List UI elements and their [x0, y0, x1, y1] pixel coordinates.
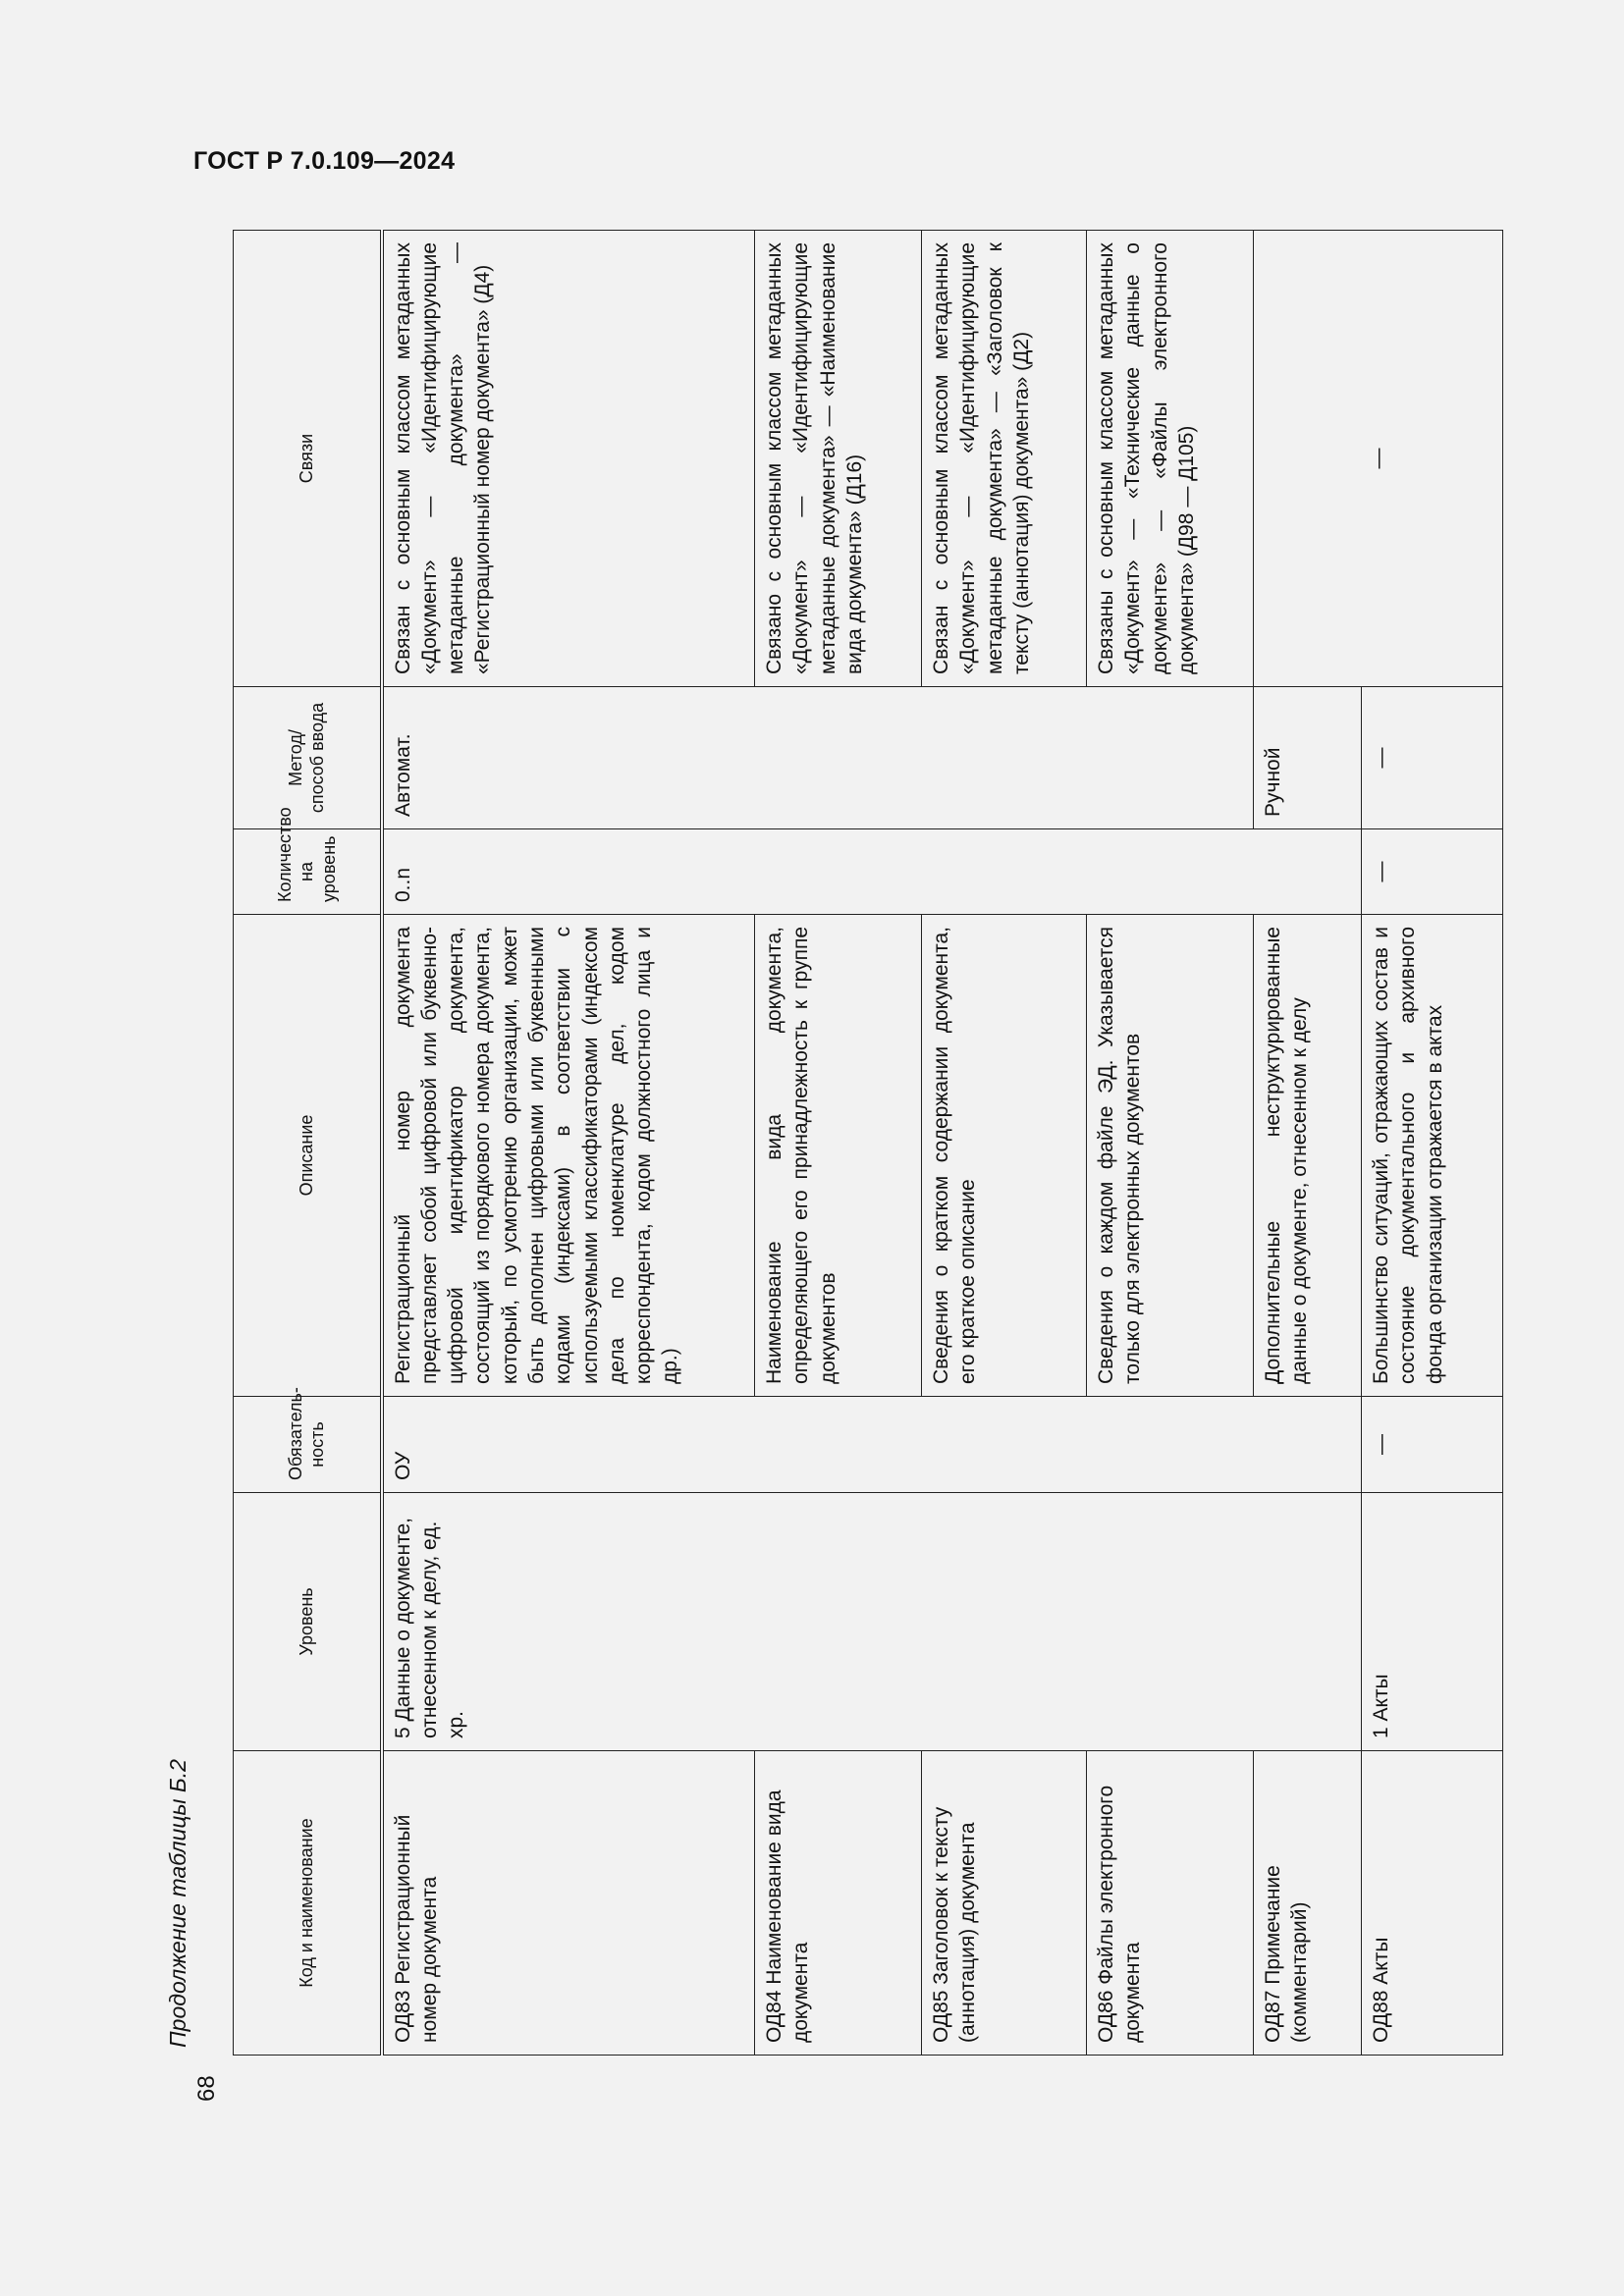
page-number: 68 — [193, 2075, 220, 2102]
cell-code: ОД87 Примечание (комментарий) — [1254, 1751, 1362, 2056]
header-code: Код и наименование — [234, 1751, 382, 2056]
cell-quantity: — — [1362, 829, 1503, 915]
cell-level: 1 Акты — [1362, 1493, 1503, 1751]
metadata-table — [233, 230, 1503, 2056]
cell-description: Сведения о кратком содержании документа, его краткое описание — [922, 915, 1087, 1397]
cell-code: ОД86 Файлы электронного документа — [1087, 1751, 1254, 2056]
cell-description: Регистрационный номер документа представляет собой цифровой или буквенно-цифровой идентификатор документа, состоящий из порядкового номера документа, который, по усмотрению организации, может быть дополнен цифровыми или буквенными кодами (индексами) в соответствии с используемыми классификаторами (индексом дела по номенклатуре дел, кодом корреспондента, кодом должностного лица и др.) — [382, 915, 755, 1397]
cell-links: Связано с основным классом метаданных «Документ» — «Идентифицирующие метаданные документа» — «Наименование вида документа» (Д16) — [755, 231, 922, 687]
cell-links: — — [1254, 231, 1503, 687]
cell-method: Ручной — [1254, 687, 1362, 829]
table-row — [1087, 231, 1254, 2056]
table-row — [755, 231, 922, 2056]
table-row — [922, 231, 1087, 2056]
cell-method: Автомат. — [382, 687, 1254, 829]
table-header-row — [234, 231, 382, 2056]
header-quantity: Количество на уровень — [234, 829, 382, 915]
header-method: Метод/ способ ввода — [234, 687, 382, 829]
cell-quantity: 0..n — [382, 829, 1362, 915]
cell-links: Связан с основным классом метаданных «Документ» — «Идентифицирующие метаданные документа» — «Регистрационный номер документа» (Д4) — [382, 231, 755, 687]
cell-description: Наименование вида документа, определяющего его принадлежность к группе документов — [755, 915, 922, 1397]
cell-description: Большинство ситуаций, отражающих состав и состояние документального и архивного фонда организации отражается в актах — [1362, 915, 1503, 1397]
header-level: Уровень — [234, 1493, 382, 1751]
cell-links: Связаны с основным классом метаданных «Документ» — «Технические данные о документе» — «Файлы электронного документа» (Д98 — Д105) — [1087, 231, 1254, 687]
header-links: Связи — [234, 231, 382, 687]
cell-code: ОД85 Заголовок к тексту (аннотация) документа — [922, 1751, 1087, 2056]
cell-description: Сведения о каждом файле ЭД. Указывается только для электронных документов — [1087, 915, 1254, 1397]
document-code: ГОСТ Р 7.0.109—2024 — [193, 147, 456, 175]
table-caption: Продолжение таблицы Б.2 — [165, 1759, 190, 2048]
cell-code: ОД88 Акты — [1362, 1751, 1503, 2056]
cell-method: — — [1362, 687, 1503, 829]
table-row — [382, 231, 755, 2056]
cell-code: ОД83 Регистрационный номер документа — [382, 1751, 755, 2056]
cell-code: ОД84 Наименование вида документа — [755, 1751, 922, 2056]
cell-links: Связан с основным классом метаданных «Документ» — «Идентифицирующие метаданные документа» — «Заголовок к тексту (аннотация) документа» (Д2) — [922, 231, 1087, 687]
header-description: Описание — [234, 915, 382, 1397]
header-obligation: Обязатель-ность — [234, 1397, 382, 1493]
cell-obligation: ОУ — [382, 1397, 1362, 1493]
cell-obligation: — — [1362, 1397, 1503, 1493]
table-row — [1254, 231, 1362, 2056]
cell-description: Дополнительные неструктурированные данные о документе, отнесенном к делу — [1254, 915, 1362, 1397]
cell-level: 5 Данные о документе, отнесенном к делу, ед. хр. — [382, 1493, 1362, 1751]
